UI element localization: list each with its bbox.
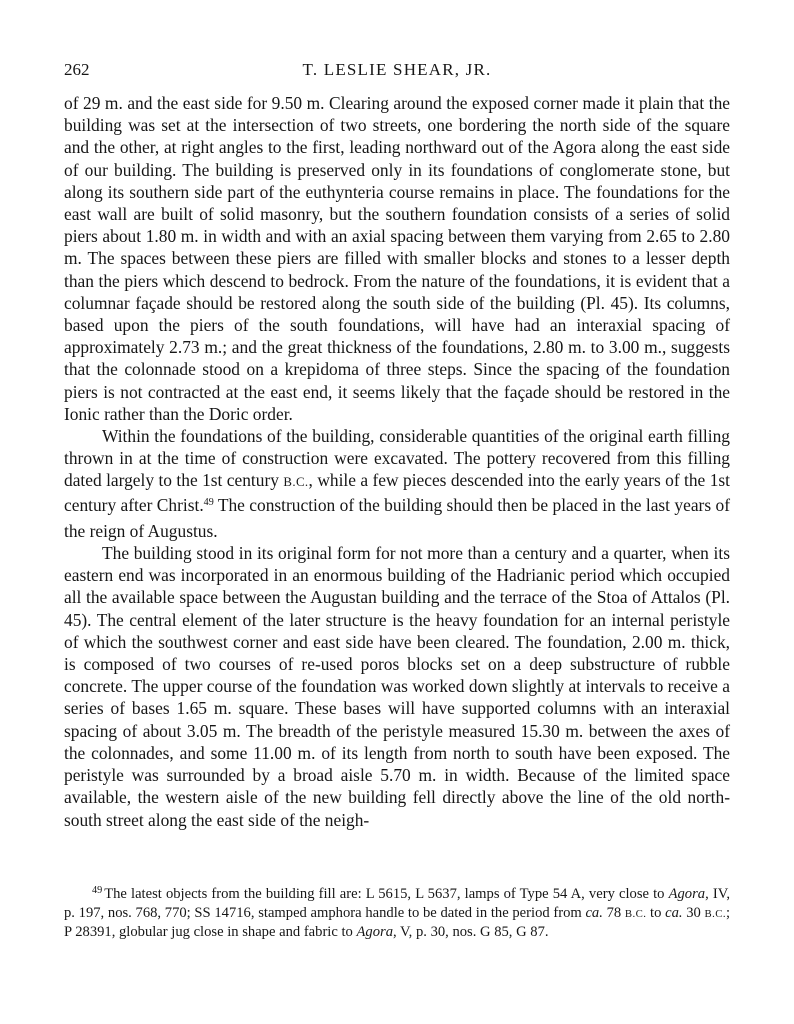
footnote-circa: ca.	[585, 904, 603, 921]
paragraph-2-text-a: Within the foundations of the building, considerable quantities of the original earth filling thrown in at the time of construction were excavated. The pottery recovered from this filling dated largely to the 1st century	[64, 426, 730, 491]
footnote-number: 49	[92, 885, 103, 897]
paragraph-2	[64, 425, 730, 542]
footnote-text-3: 78	[602, 904, 625, 921]
footnote-49	[64, 886, 730, 942]
footnote-text-2: , IV, p. 197, nos. 768, 770; SS 14716, stamped amphora handle to be dated in the period from	[64, 886, 730, 921]
footnote-circa-2: ca.	[665, 904, 683, 921]
paragraph-3	[64, 542, 730, 831]
footnote-text-6: ; P 28391, globular jug close in shape and fabric to	[64, 904, 731, 940]
footnote-text-7: , V, p. 30, nos. G 85, G 87.	[392, 923, 549, 940]
paragraph-2-text-b: , while a few pieces descended into the early years of the 1st century after Christ.	[64, 470, 730, 515]
footnote-text-1: The latest objects from the building fill are: L 5615, L 5637, lamps of Type 54 A, very close to	[104, 886, 669, 902]
footnote-bc-2: B.C.	[704, 907, 726, 920]
body-text	[64, 92, 730, 831]
footnote-title-agora: Agora	[668, 886, 706, 902]
page-number: 262	[64, 60, 90, 79]
paragraph-1-text: of 29 m. and the east side for 9.50 m. Clearing around the exposed corner made it plain that the building was set at the intersection of two streets, one bordering the north side of the square and the other, at right angles to the first, leading northward out of the Agora along the east side of our building. The building is preserved only in its foundations of conglomerate stone, but along its southern side part of the euthynteria course remains in place. The foundations for the east wall are built of solid masonry, but the southern foundation consists of a series of solid piers about 1.80 m. in width and with an axial spacing between them varying from 2.65 to 2.80 m. The spaces between these piers are filled with smaller blocks and stones to a lesser depth than the piers which descend to bedrock. From the nature of the foundations, it is evident that a columnar façade should be restored along the south side of the building (Pl. 45). Its columns, based upon the piers of the south foundations, will have had an interaxial spacing of approximately 2.73 m.; and the great thickness of the foundations, 2.80 m. to 3.00 m., suggests that the colonnade stood on a krepidoma of three steps. Since the spacing of the foundation piers is not contracted at the east end, it seems likely that the façade should be restored in the Ionic rather than the Doric order.	[64, 93, 730, 424]
footnote-text-5: 30	[682, 904, 705, 921]
footnote-text-4: to	[646, 904, 666, 921]
running-head: T. LESLIE SHEAR, JR.	[302, 60, 492, 79]
paragraph-2-text-c: The construction of the building should then be placed in the last years of the reign of Augustus.	[64, 494, 730, 541]
paragraph-1	[64, 92, 730, 425]
footnote-reference[interactable]: 49	[203, 497, 214, 509]
page-header	[64, 60, 730, 82]
footnote-title-agora-2: Agora	[356, 923, 393, 940]
footnote-bc: B.C.	[624, 907, 647, 920]
paragraph-3-text: The building stood in its original form for not more than a century and a quarter, when its eastern end was incorporated in an enormous building of the Hadrianic period which occupied all the available space between the Augustan building and the terrace of the Stoa of Attalos (Pl. 45). The central element of the later structure is the heavy foundation for an internal peristyle of which the southwest corner and east side have been cleared. The foundation, 2.00 m. thick, is composed of two courses of re-used poros blocks set on a deep substructure of rubble concrete. The upper course of the foundation was worked down slightly at intervals to receive a series of bases 1.65 m. square. These bases will have supported columns with an interaxial spacing of about 3.05 m. The breadth of the peristyle measured 15.30 m. between the axes of the colonnades, and some 11.00 m. of its length from north to south have been exposed. The peristyle was surrounded by a broad aisle 5.70 m. in width. Because of the limited space available, the western aisle of the new building fell directly above the line of the old north-south street along the east side of the neigh-	[64, 543, 730, 830]
bc-abbrev: B.C.	[283, 475, 309, 490]
